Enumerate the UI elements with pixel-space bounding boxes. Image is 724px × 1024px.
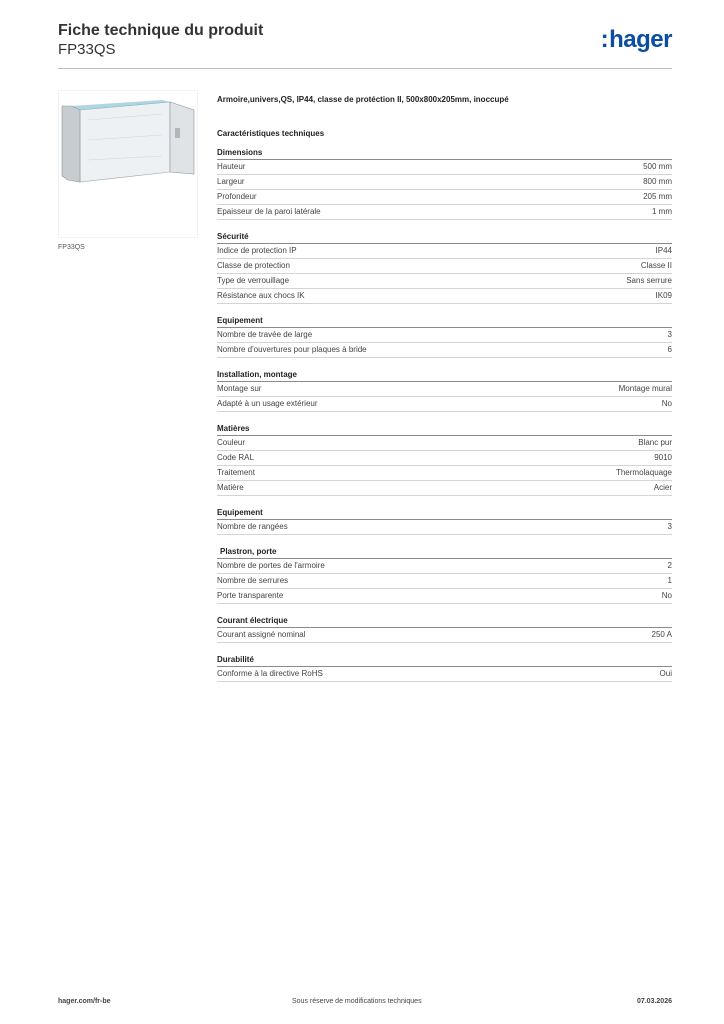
spec-section bbox=[217, 369, 672, 412]
footer-notice: Sous réserve de modifications techniques bbox=[292, 998, 422, 1005]
spec-value: 3 bbox=[667, 330, 672, 339]
spec-section bbox=[217, 231, 672, 304]
spec-label: Nombre de portes de l'armoire bbox=[217, 561, 325, 570]
spec-row bbox=[217, 190, 672, 205]
spec-value: No bbox=[661, 399, 672, 408]
product-description: Armoire,univers,QS, IP44, classe de protéction II, 500x800x205mm, inoccupé bbox=[217, 95, 509, 104]
spec-value: Blanc pur bbox=[638, 438, 672, 447]
spec-section bbox=[217, 315, 672, 358]
spec-label: Largeur bbox=[217, 177, 245, 186]
spec-row bbox=[217, 259, 672, 274]
spec-row bbox=[217, 328, 672, 343]
spec-section bbox=[217, 615, 672, 643]
spec-label: Matière bbox=[217, 483, 244, 492]
spec-label: Conforme à la directive RoHS bbox=[217, 669, 323, 678]
spec-row bbox=[217, 205, 672, 220]
spec-value: IP44 bbox=[655, 246, 672, 255]
spec-label: Couleur bbox=[217, 438, 246, 447]
spec-label: Montage sur bbox=[217, 384, 262, 393]
footer-website[interactable]: hager.com/fr-be bbox=[58, 998, 111, 1005]
spec-value: Oui bbox=[659, 669, 672, 678]
spec-label: Classe de protection bbox=[217, 261, 290, 270]
spec-label: Epaisseur de la paroi latérale bbox=[217, 207, 321, 216]
spec-row bbox=[217, 274, 672, 289]
spec-value: Acier bbox=[653, 483, 672, 492]
spec-row bbox=[217, 436, 672, 451]
spec-row bbox=[217, 667, 672, 682]
spec-row bbox=[217, 589, 672, 604]
spec-value: 3 bbox=[667, 522, 672, 531]
spec-label: Type de verrouillage bbox=[217, 276, 290, 285]
spec-value: No bbox=[661, 591, 672, 600]
section-title: Courant électrique bbox=[217, 615, 672, 628]
spec-value: Classe II bbox=[640, 261, 672, 270]
footer-date: 07.03.2026 bbox=[636, 998, 672, 1005]
spec-row bbox=[217, 289, 672, 304]
spec-row bbox=[217, 244, 672, 259]
page-header bbox=[58, 20, 672, 68]
page-title: Fiche technique du produit bbox=[58, 22, 264, 39]
spec-sections bbox=[217, 147, 672, 682]
spec-label: Code RAL bbox=[217, 453, 254, 462]
spec-row bbox=[217, 574, 672, 589]
spec-row bbox=[217, 628, 672, 643]
section-title: Equipement bbox=[217, 315, 672, 328]
section-title: Plastron, porte bbox=[217, 546, 672, 559]
section-title: Equipement bbox=[217, 507, 672, 520]
spec-label: Indice de protection IP bbox=[217, 246, 297, 255]
spec-label: Traitement bbox=[217, 468, 255, 477]
spec-value: 2 bbox=[667, 561, 672, 570]
spec-label: Nombre de travée de large bbox=[217, 330, 313, 339]
spec-row bbox=[217, 520, 672, 535]
spec-value: 9010 bbox=[654, 453, 672, 462]
spec-row bbox=[217, 343, 672, 358]
spec-value: 500 mm bbox=[643, 162, 672, 171]
spec-label: Courant assigné nominal bbox=[217, 630, 306, 639]
spec-section bbox=[217, 147, 672, 220]
product-code: FP33QS bbox=[58, 41, 116, 58]
spec-value: Thermolaquage bbox=[615, 468, 672, 477]
header-divider bbox=[58, 68, 672, 69]
spec-row bbox=[217, 481, 672, 496]
spec-label: Nombre d'ouvertures pour plaques à bride bbox=[217, 345, 367, 354]
spec-value: Montage mural bbox=[618, 384, 672, 393]
spec-label: Adapté à un usage extérieur bbox=[217, 399, 318, 408]
spec-value: 6 bbox=[667, 345, 672, 354]
spec-row bbox=[217, 175, 672, 190]
spec-section bbox=[217, 423, 672, 496]
section-title: Durabilité bbox=[217, 654, 672, 667]
spec-row bbox=[217, 160, 672, 175]
spec-label: Profondeur bbox=[217, 192, 257, 201]
spec-section bbox=[217, 507, 672, 535]
spec-label: Résistance aux chocs IK bbox=[217, 291, 305, 300]
spec-label: Hauteur bbox=[217, 162, 246, 171]
spec-label: Nombre de serrures bbox=[217, 576, 289, 585]
spec-section bbox=[217, 546, 672, 604]
hager-logo: :hager bbox=[600, 26, 672, 53]
spec-label: Porte transparente bbox=[217, 591, 284, 600]
spec-row bbox=[217, 382, 672, 397]
spec-value: 1 bbox=[667, 576, 672, 585]
section-title: Installation, montage bbox=[217, 369, 672, 382]
section-title: Matières bbox=[217, 423, 672, 436]
spec-section bbox=[217, 654, 672, 682]
spec-value: 205 mm bbox=[643, 192, 672, 201]
section-title: Dimensions bbox=[217, 147, 672, 160]
spec-label: Nombre de rangées bbox=[217, 522, 288, 531]
spec-value: 800 mm bbox=[643, 177, 672, 186]
logo-text: hager bbox=[609, 26, 672, 53]
section-title: Sécurité bbox=[217, 231, 672, 244]
spec-row bbox=[217, 559, 672, 574]
specs-heading: Caractéristiques techniques bbox=[217, 129, 325, 138]
image-caption: FP33QS bbox=[58, 244, 85, 251]
spec-row bbox=[217, 466, 672, 481]
spec-value: 1 mm bbox=[652, 207, 672, 216]
spec-value: Sans serrure bbox=[626, 276, 672, 285]
spec-value: 250 A bbox=[651, 630, 672, 639]
product-image bbox=[58, 90, 198, 238]
spec-row bbox=[217, 451, 672, 466]
spec-value: IK09 bbox=[655, 291, 672, 300]
spec-content bbox=[217, 95, 672, 682]
spec-row bbox=[217, 397, 672, 412]
